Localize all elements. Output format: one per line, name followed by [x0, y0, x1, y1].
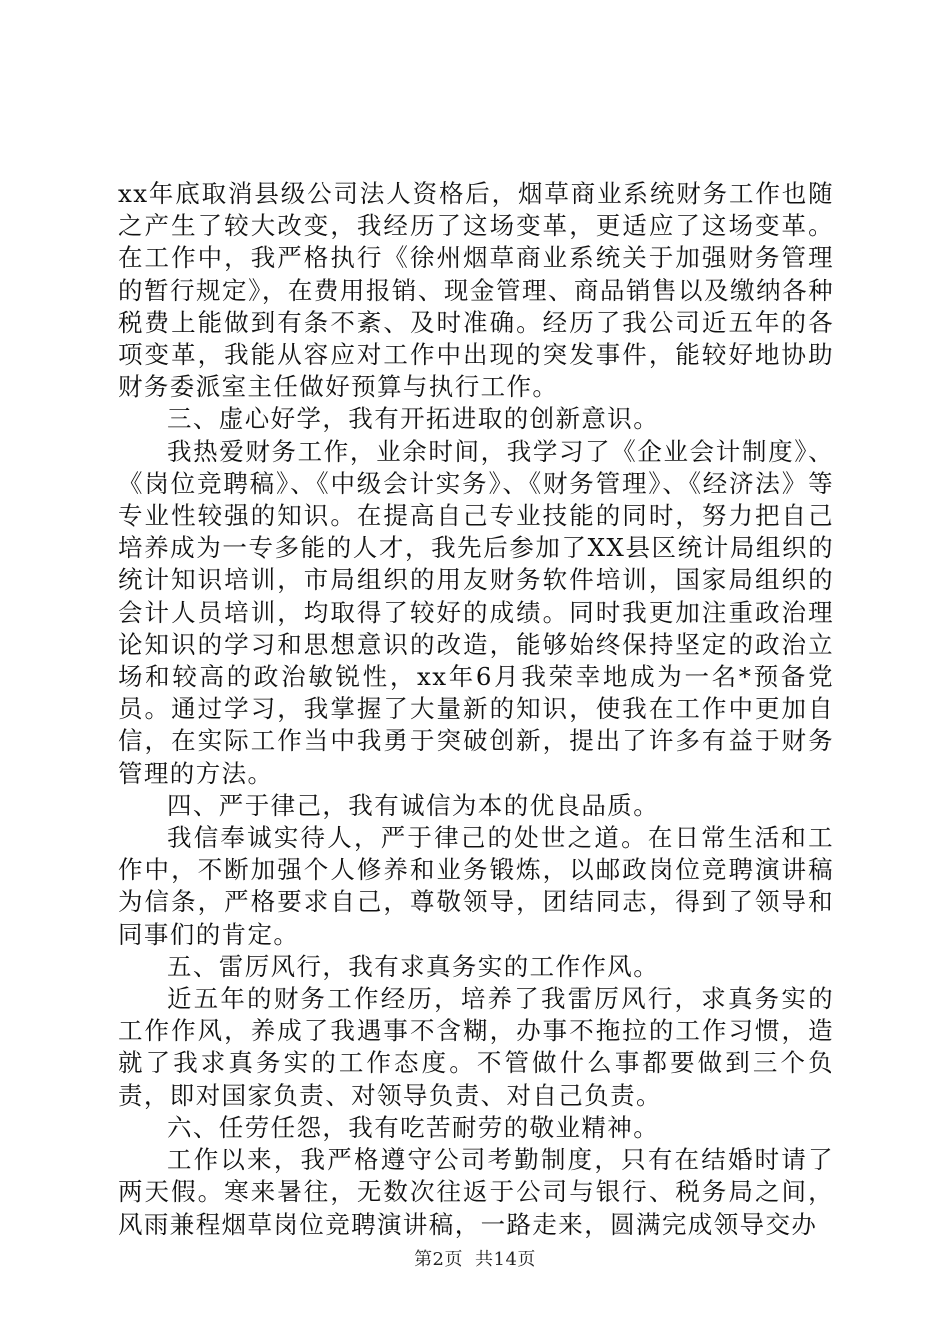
paragraph-3: 我信奉诚实待人，严于律己的处世之道。在日常生活和工作中，不断加强个人修养和业务锻炼，以邮政岗位竞聘演讲稿为信条，严格要求自己，尊敬领导，团结同志，得到了领导和同事们的肯定。 [118, 823, 834, 949]
paragraph-4: 近五年的财务工作经历，培养了我雷厉风行，求真务实的工作作风，养成了我遇事不含糊，办事不拖拉的工作习惯，造就了我求真务实的工作态度。不管做什么事都要做到三个负责，即对国家负责、对领导负责、对自己负责。 [118, 984, 834, 1110]
heading-section-4: 四、严于律己，我有诚信为本的优良品质。 [167, 790, 660, 820]
page-footer [0, 1245, 950, 1271]
paragraph-5: 工作以来，我严格遵守公司考勤制度，只有在结婚时请了两天假。寒来暑往，无数次往返于公司与银行、税务局之间，风雨兼程烟草岗位竞聘演讲稿，一路走来，圆满完成领导交办 [118, 1145, 834, 1239]
page-total: 共14页 [475, 1249, 536, 1270]
heading-section-5: 五、雷厉风行，我有求真务实的工作作风。 [167, 951, 660, 981]
paragraph-1: xx年底取消县级公司法人资格后，烟草商业系统财务工作也随之产生了较大改变，我经历了这场变革，更适应了这场变革。在工作中，我严格执行《徐州烟草商业系统关于加强财务管理的暂行规定》，在费用报销、现金管理、商品销售以及缴纳各种税费上能做到有条不紊、及时准确。经历了我公司近五年的各项变革，我能从容应对工作中出现的突发事件，能较好地协助财务委派室主任做好预算与执行工作。 [118, 179, 834, 402]
heading-section-3: 三、虚心好学，我有开拓进取的创新意识。 [167, 404, 660, 434]
heading-section-6: 六、任劳任怨，我有吃苦耐劳的敬业精神。 [167, 1112, 660, 1142]
paragraph-2: 我热爱财务工作，业余时间，我学习了《企业会计制度》、《岗位竞聘稿》、《中级会计实务》、《财务管理》、《经济法》等专业性较强的知识。在提高自己专业技能的同时，努力把自己培养成为一专多能的人才，我先后参加了XX县区统计局组织的统计知识培训，市局组织的用友财务软件培训，国家局组织的会计人员培训，均取得了较好的成绩。同时我更加注重政治理论知识的学习和思想意识的改造，能够始终保持坚定的政治立场和较高的政治敏锐性，xx年6月我荣幸地成为一名*预备党员。通过学习，我掌握了大量新的知识，使我在工作中更加自信，在实际工作当中我勇于突破创新，提出了许多有益于财务管理的方法。 [118, 436, 834, 788]
document-body [118, 178, 834, 1241]
page-number: 第2页 [414, 1249, 464, 1270]
